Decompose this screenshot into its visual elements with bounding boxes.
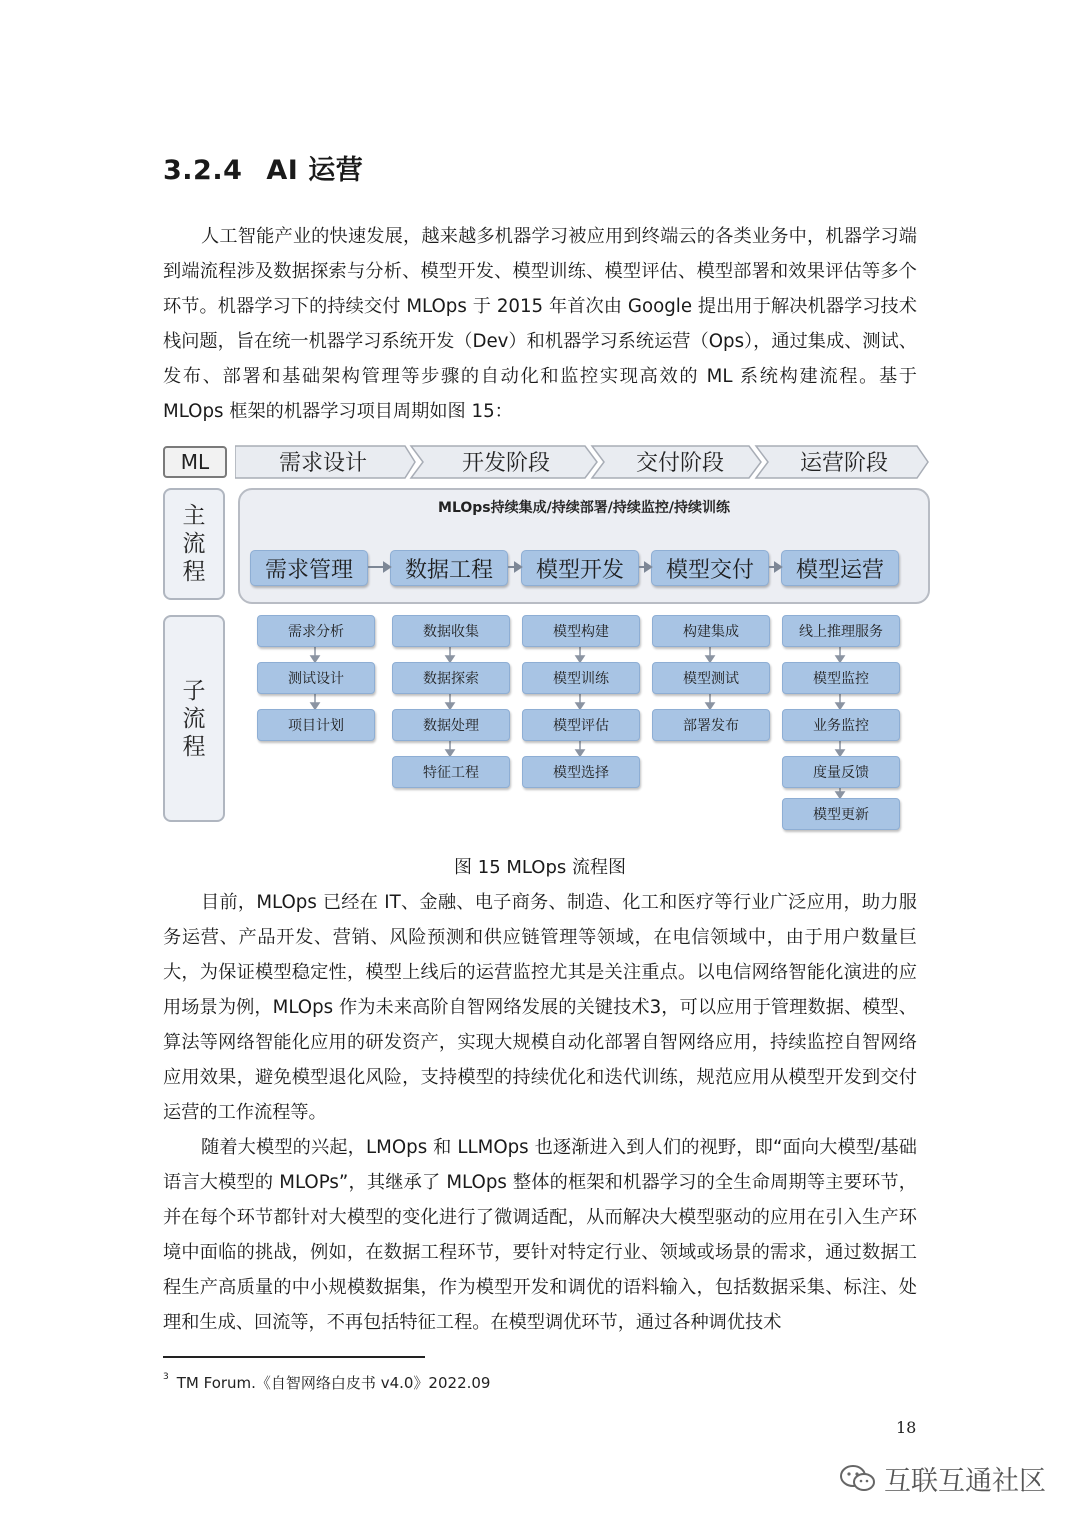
sub-step-1-2: 测试设计 bbox=[257, 662, 375, 694]
phase-label-3: 交付阶段 bbox=[635, 450, 724, 476]
sub-step-1-1: 需求分析 bbox=[257, 615, 375, 647]
main-step-3: 模型开发 bbox=[521, 550, 639, 586]
sub-step-5-5: 模型更新 bbox=[782, 798, 900, 830]
wechat-icon bbox=[838, 1463, 878, 1495]
watermark-text: 互联互通社区 bbox=[884, 1466, 1046, 1497]
section-heading bbox=[163, 148, 363, 187]
sub-step-5-2: 模型监控 bbox=[782, 662, 900, 694]
main-step-5: 模型运营 bbox=[781, 550, 899, 586]
paragraph-3: 随着大模型的兴起，LMOps 和 LLMOps 也逐渐进入到人们的视野，即“面向大模型/基础语言大模型的 MLOPs”，其继承了 MLOps 整体的框架和机器学习的全生命周期等主要环节，并在每个环节都针对大模型的变化进行了微调适配，从而解决大模型驱动的应用在引入生产环境中面临的挑战，例如，在数据工程环节，要针对特定行业、领域或场景的需求，通过数据工程生产高质量的中小规模数据集，作为模型开发和调优的语料输入，包括数据采集、标注、处理和生成、回流等，不再包括特征工程。在模型调优环节，通过各种调优技术 bbox=[163, 1137, 917, 1333]
sub-step-4-1: 构建集成 bbox=[652, 615, 770, 647]
main-step-1: 需求管理 bbox=[250, 550, 368, 586]
section-title: AI 运营 bbox=[266, 155, 364, 186]
sub-step-5-4: 度量反馈 bbox=[782, 756, 900, 788]
sub-step-3-4: 模型选择 bbox=[522, 756, 640, 788]
sub-step-1-3: 项目计划 bbox=[257, 709, 375, 741]
footnote-divider bbox=[163, 1356, 425, 1358]
sub-step-4-3: 部署发布 bbox=[652, 709, 770, 741]
sub-step-5-3: 业务监控 bbox=[782, 709, 900, 741]
watermark bbox=[838, 1459, 1046, 1498]
page-number: 18 bbox=[896, 1418, 917, 1437]
section-number: 3.2.4 bbox=[163, 155, 243, 186]
main-flow-title: MLOps持续集成/持续部署/持续监控/持续训练 bbox=[438, 500, 730, 516]
sub-step-2-3: 数据处理 bbox=[392, 709, 510, 741]
sub-step-3-2: 模型训练 bbox=[522, 662, 640, 694]
phase-label-4: 运营阶段 bbox=[799, 450, 888, 476]
sub-step-3-1: 模型构建 bbox=[522, 615, 640, 647]
ml-label: ML bbox=[163, 446, 227, 478]
main-step-2: 数据工程 bbox=[390, 550, 508, 586]
sub-flow-label-text: 子流程 bbox=[182, 677, 206, 760]
sub-step-3-3: 模型评估 bbox=[522, 709, 640, 741]
sub-step-2-2: 数据探索 bbox=[392, 662, 510, 694]
figure-caption: 图 15 MLOps 流程图 bbox=[454, 857, 626, 878]
sub-step-2-4: 特征工程 bbox=[392, 756, 510, 788]
footnote bbox=[163, 1372, 490, 1393]
sub-step-2-1: 数据收集 bbox=[392, 615, 510, 647]
phase-label-1: 需求设计 bbox=[278, 450, 367, 476]
footnote-text: TM Forum.《自智网络白皮书 v4.0》2022.09 bbox=[176, 1374, 491, 1392]
paragraph-2: 目前，MLOps 已经在 IT、金融、电子商务、制造、化工和医疗等行业广泛应用，助力服务运营、产品开发、营销、风险预测和供应链管理等领域，在电信领域中，由于用户数量巨大，为保证模型稳定性，模型上线后的运营监控尤其是关注重点。以电信网络智能化演进的应用场景为例，MLOps 作为未来高阶自智网络发展的关键技术3，可以应用于管理数据、模型、算法等网络智能化应用的研发资产，实现大规模自动化部署自智网络应用，持续监控自智网络应用效果，避免模型退化风险，支持模型的持续优化和迭代训练，规范应用从模型开发到交付运营的工作流程等。 bbox=[163, 892, 917, 1123]
mlops-flow-diagram bbox=[163, 440, 928, 825]
paragraph-1: 人工智能产业的快速发展，越来越多机器学习被应用到终端云的各类业务中，机器学习端到端流程涉及数据探索与分析、模型开发、模型训练、模型评估、模型部署和效果评估等多个环节。机器学习下的持续交付 MLOps 于 2015 年首次由 Google 提出用于解决机器学习技术栈问题，旨在统一机器学习系统开发（Dev）和机器学习系统运营（Ops），通过集成、测试、发布、部署和基础架构管理等步骤的自动化和监控实现高效的 ML 系统构建流程。基于 MLOps 框架的机器学习项目周期如图 15： bbox=[163, 226, 917, 422]
sub-step-5-1: 线上推理服务 bbox=[782, 615, 900, 647]
phase-label-2: 开发阶段 bbox=[461, 450, 550, 476]
main-step-4: 模型交付 bbox=[651, 550, 769, 586]
footnote-mark: 3 bbox=[163, 1372, 169, 1382]
main-flow-label-text: 主流程 bbox=[182, 503, 206, 585]
sub-step-4-2: 模型测试 bbox=[652, 662, 770, 694]
